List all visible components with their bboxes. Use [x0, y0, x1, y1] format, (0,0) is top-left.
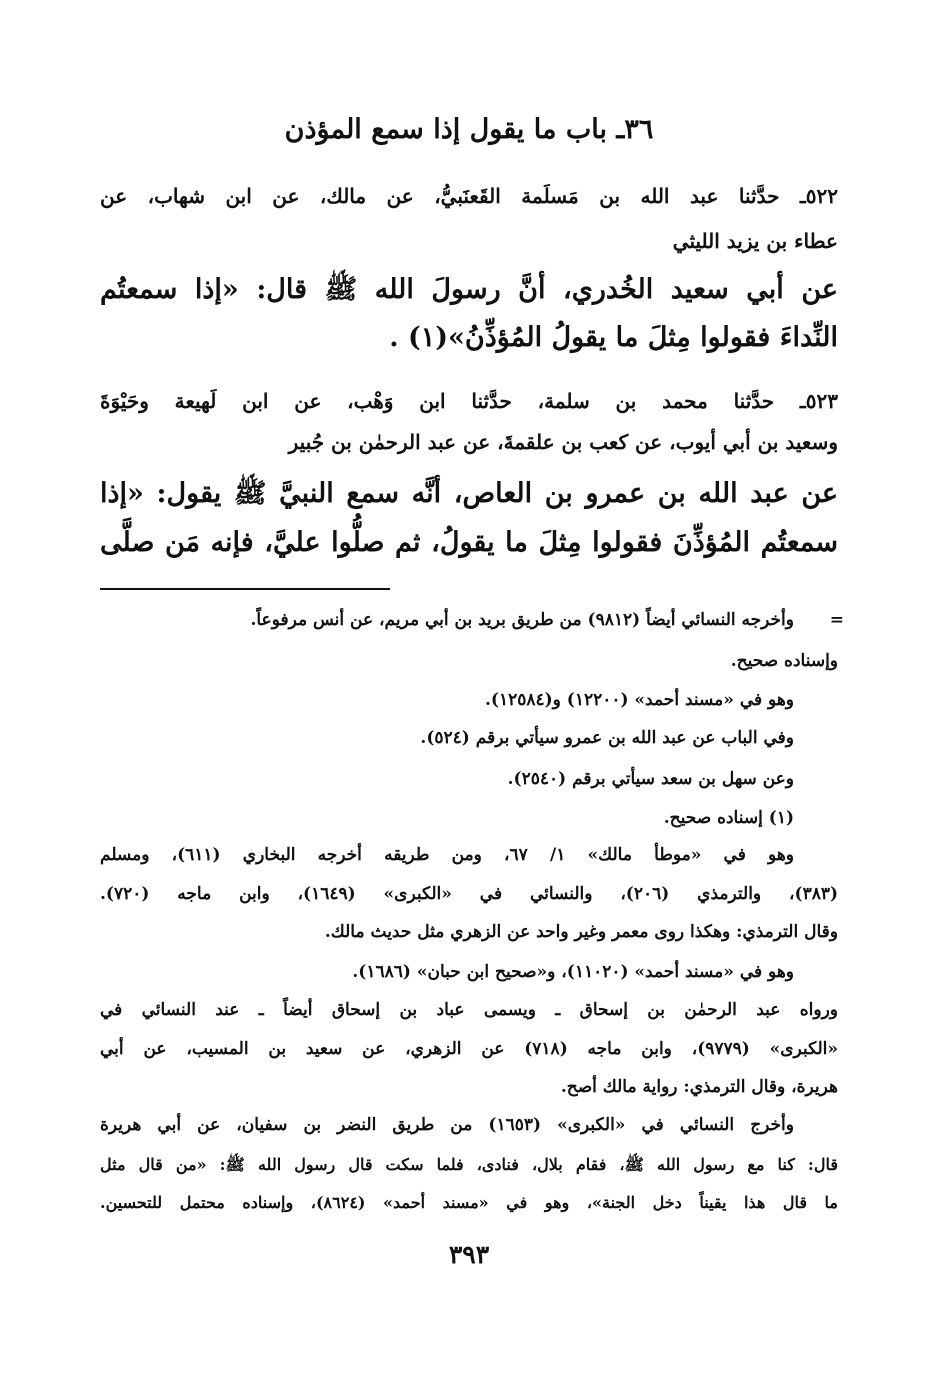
footnote-continuation-mark: = [829, 610, 844, 630]
footnote-line: وإسناده صحيح. [730, 651, 838, 671]
hadith-523-matn-line-2: سمعتُم المُؤذِّنَ فقولوا مِثلَ ما يقولُ، ثم صلُّوا عليَّ، فإنه مَن صلَّى [100, 527, 838, 558]
footnote-line: «الكبرى» (٩٧٧٩)، وابن ماجه (٧١٨) عن الزهري، عن سعيد بن المسيب، عن أبي [100, 1039, 838, 1059]
footnote-line: (٣٨٣)، والترمذي (٢٠٦)، والنسائي في «الكبرى» (١٦٤٩)، وابن ماجه (٧٢٠). [100, 884, 839, 904]
footnote-line: وهو في «مسند أحمد» (١١٠٢٠)، و«صحيح ابن حبان» (١٦٨٦). [352, 962, 794, 982]
hadith-522-matn-line-1: عن أبي سعيد الخُدري، أنَّ رسولَ الله ﷺ قال: «إذا سمعتُم [100, 274, 838, 305]
footnote-line: هريرة، وقال الترمذي: رواية مالك أصح. [560, 1077, 838, 1097]
hadith-523-chain-line-1: ٥٢٣ـ حدَّثنا محمد بن سلمة، حدَّثنا ابن وَهْب، عن ابن لَهيعة وحَيْوَةَ [100, 389, 838, 413]
book-page [100, 0, 844, 1378]
hadith-523-matn-line-1: عن عبد الله بن عمرو بن العاص، أنَّه سمع النبيَّ ﷺ يقول: «إذا [100, 478, 838, 509]
footnote-line: وهو في «موطأ مالك» ١/ ٦٧، ومن طريقه أخرجه البخاري (٦١١)، ومسلم [100, 845, 794, 865]
hadith-522-chain-line-1: ٥٢٢ـ حدَّثنا عبد الله بن مَسلَمة القَعنَبيُّ، عن مالك، عن ابن شهاب، عن [100, 184, 838, 208]
chapter-title: ٣٦ـ باب ما يقول إذا سمع المؤذن [284, 114, 654, 145]
footnote-line: وفي الباب عن عبد الله بن عمرو سيأتي برقم (٥٢٤). [420, 728, 794, 748]
footnote-line: ما قال هذا يقيناً دخل الجنة»، وهو في «مسند أحمد» (٨٦٢٤)، وإسناده محتمل للتحسين. [100, 1193, 839, 1212]
hadith-522-matn-line-2: النِّداءَ فقولوا مِثلَ ما يقولُ المُؤذِّنُ»(١) . [389, 322, 838, 353]
footnote-line: قال: كنا مع رسول الله ﷺ، فقام بلال، فنادى، فلما سكت قال رسول الله ﷺ: «من قال مثل [100, 1155, 838, 1174]
footnote-line: وعن سهل بن سعد سيأتي برقم (٢٥٤٠). [507, 769, 794, 789]
page-number: ٣٩٣ [448, 1240, 490, 1269]
footnote-line: وقال الترمذي: وهكذا روى معمر وغير واحد عن الزهري مثل حديث مالك. [324, 922, 838, 942]
footnote-line: ورواه عبد الرحمٰن بن إسحاق ـ ويسمى عباد بن إسحاق أيضاً ـ عند النسائي في [100, 1000, 838, 1020]
footnote-line: وأخرجه النسائي أيضاً (٩٨١٢) من طريق بريد بن أبي مريم، عن أنس مرفوعاً. [250, 610, 794, 630]
footnote-marker-1: (١) إسناده صحيح. [663, 808, 794, 828]
footnote-line: وأخرج النسائي في «الكبرى» (١٦٥٣) من طريق النضر بن سفيان، عن أبي هريرة [100, 1115, 794, 1135]
hadith-523-chain-line-2: وسعيد بن أبي أيوب، عن كعب بن علقمةَ، عن عبد الرحمٰن بن جُبير [288, 430, 838, 454]
footnote-line: وهو في «مسند أحمد» (١٢٢٠٠) و(١٢٥٨٤). [484, 690, 794, 710]
footnote-divider [100, 588, 390, 590]
hadith-522-chain-line-2: عطاء بن يزيد الليثي [672, 229, 838, 253]
